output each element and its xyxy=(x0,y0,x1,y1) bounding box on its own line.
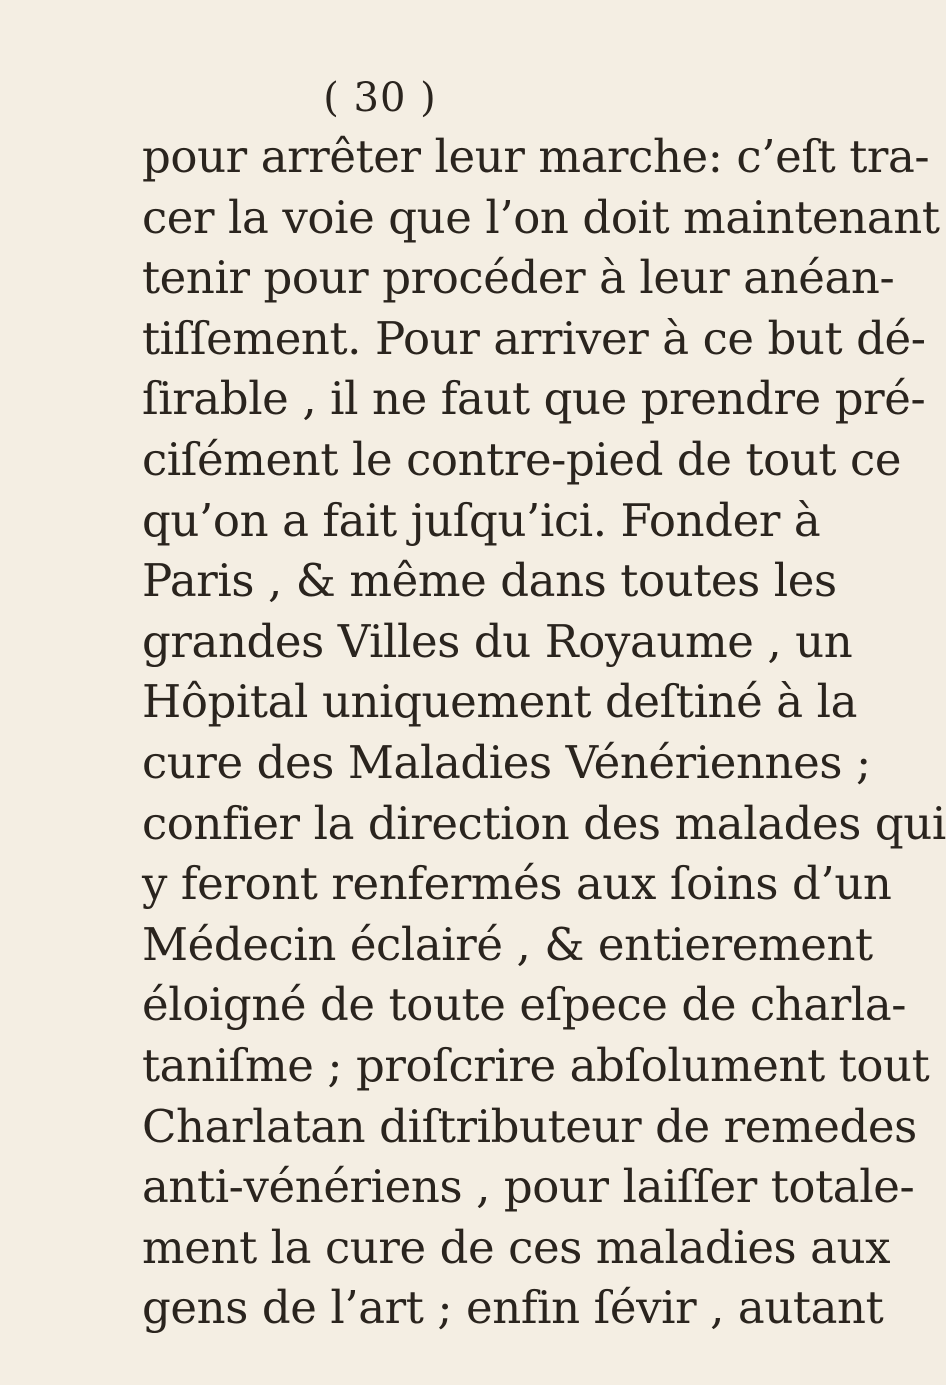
text-line: qu’on a fait juſqu’ici. Fonder à xyxy=(142,493,821,547)
text-line: pour arrêter leur marche: c’eſt tra- xyxy=(142,130,930,183)
text-line: cure des Maladies Vénériennes ; xyxy=(142,735,871,789)
text-line: gens de l’art ; enfin ſévir , autant xyxy=(142,1281,884,1335)
text-line: grandes Villes du Royaume , un xyxy=(142,614,853,668)
text-line: ment la cure de ces maladies aux xyxy=(142,1220,891,1274)
text-line: ſirable , il ne faut que prendre pré- xyxy=(142,372,926,426)
text-line: y feront renfermés aux ſoins d’un xyxy=(142,857,892,911)
text-line: confier la direction des malades qui xyxy=(142,796,946,850)
text-line: Médecin éclairé , & entierement xyxy=(142,917,873,971)
text-line: taniſme ; proſcrire abſolument tout xyxy=(142,1038,930,1092)
text-line: cer la voie que l’on doit maintenant xyxy=(142,190,940,244)
text-line: ciſément le contre-pied de tout ce xyxy=(142,432,902,486)
page-number: ( 30 ) xyxy=(323,75,437,121)
text-line: Paris , & même dans toutes les xyxy=(142,554,837,608)
text-line: Charlatan diſtributeur de remedes xyxy=(142,1099,917,1153)
text-line: tenir pour procéder à leur anéan- xyxy=(142,251,895,305)
text-line: Hôpital uniquement deſtiné à la xyxy=(142,675,858,729)
text-line: éloigné de toute eſpece de charla- xyxy=(142,978,907,1032)
text-line: tiſſement. Pour arriver à ce but dé- xyxy=(142,311,926,365)
text-line: anti-vénériens , pour laiſſer totale- xyxy=(142,1160,915,1214)
body-text xyxy=(142,127,946,1339)
